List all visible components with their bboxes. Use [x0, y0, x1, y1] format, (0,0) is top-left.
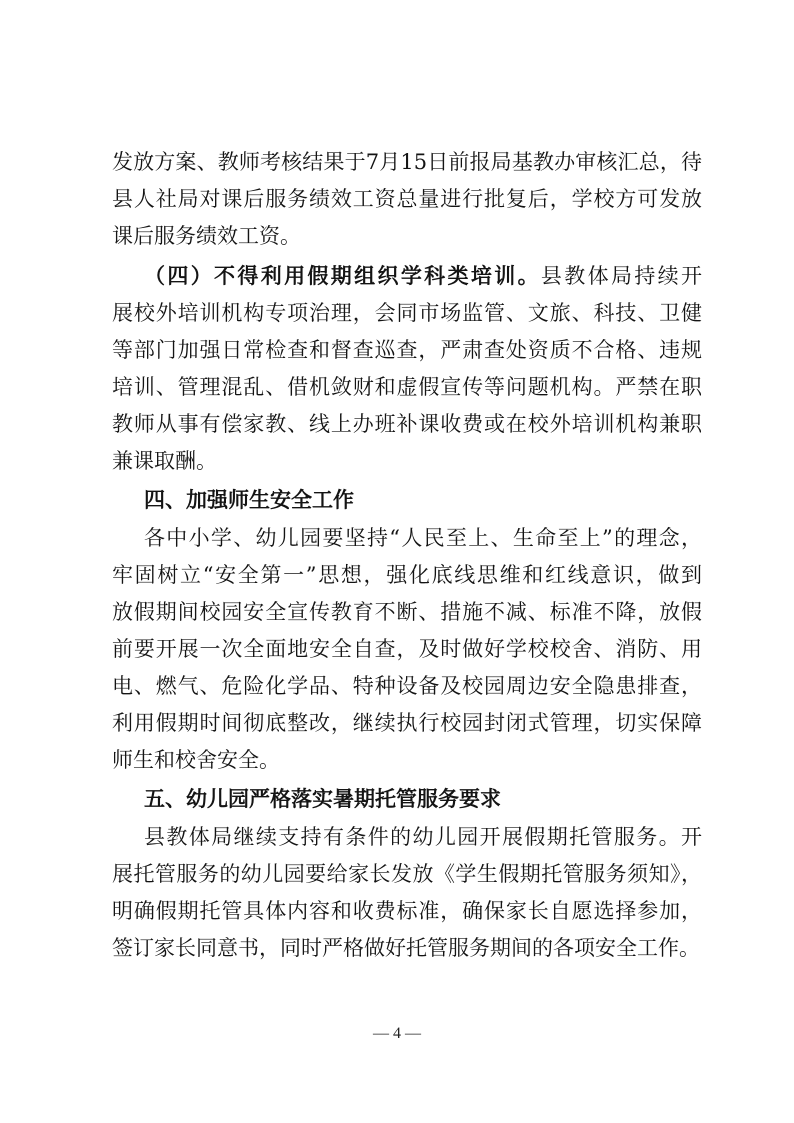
page-number: — 4 —: [373, 1025, 421, 1042]
paragraph-line: 明确假期托管具体内容和收费标准，确保家长自愿选择参加，: [112, 899, 702, 923]
paragraph-line: 教师从事有偿家教、线上办班补课收费或在校外培训机构兼职: [112, 412, 702, 436]
paragraph-line: 签订家长同意书，同时严格做好托管服务期间的各项安全工作。: [112, 936, 700, 960]
subsection-heading: （四）不得利用假期组织学科类培训。: [144, 263, 541, 288]
section-heading: 五、幼儿园严格落实暑期托管服务要求: [144, 787, 501, 811]
paragraph-line: 发放方案、教师考核结果于7月15日前报局基教办审核汇总，待: [112, 150, 702, 174]
paragraph-line: 牢固树立“安全第一”思想，强化底线思维和红线意识，做到: [112, 563, 702, 587]
paragraph-line: 课后服务绩效工资。: [112, 224, 301, 248]
paragraph-line: 兼课取酬。: [112, 449, 217, 473]
paragraph-line: 县人社局对课后服务绩效工资总量进行批复后，学校方可发放: [112, 187, 702, 211]
paragraph-first-line: 县教体局继续支持有条件的幼儿园开展假期托管服务。开: [144, 825, 702, 849]
paragraph-line: 放假期间校园安全宣传教育不断、措施不减、标准不降，放假: [112, 600, 702, 624]
paragraph-line: 展托管服务的幼儿园要给家长发放《学生假期托管服务须知》，: [112, 862, 702, 886]
paragraph-line: 等部门加强日常检查和督查巡查，严肃查处资质不合格、违规: [112, 338, 702, 362]
paragraph-first-line: [144, 256, 702, 296]
paragraph-line: 师生和校舍安全。: [112, 748, 280, 772]
paragraph-line: 培训、管理混乱、借机敛财和虚假宣传等问题机构。严禁在职: [112, 375, 702, 399]
paragraph-line: 电、燃气、危险化学品、特种设备及校园周边安全隐患排查，: [112, 674, 702, 698]
paragraph-line: 利用假期时间彻底整改，继续执行校园封闭式管理，切实保障: [112, 711, 702, 735]
paragraph-line: 前要开展一次全面地安全自查，及时做好学校校舍、消防、用: [112, 637, 702, 661]
section-heading: 四、加强师生安全工作: [144, 488, 354, 512]
paragraph-first-line: 各中小学、幼儿园要坚持“人民至上、生命至上”的理念，: [144, 526, 702, 550]
paragraph-text: 县教体局持续开: [540, 264, 703, 288]
paragraph-line: 展校外培训机构专项治理，会同市场监管、文旅、科技、卫健: [112, 301, 702, 325]
